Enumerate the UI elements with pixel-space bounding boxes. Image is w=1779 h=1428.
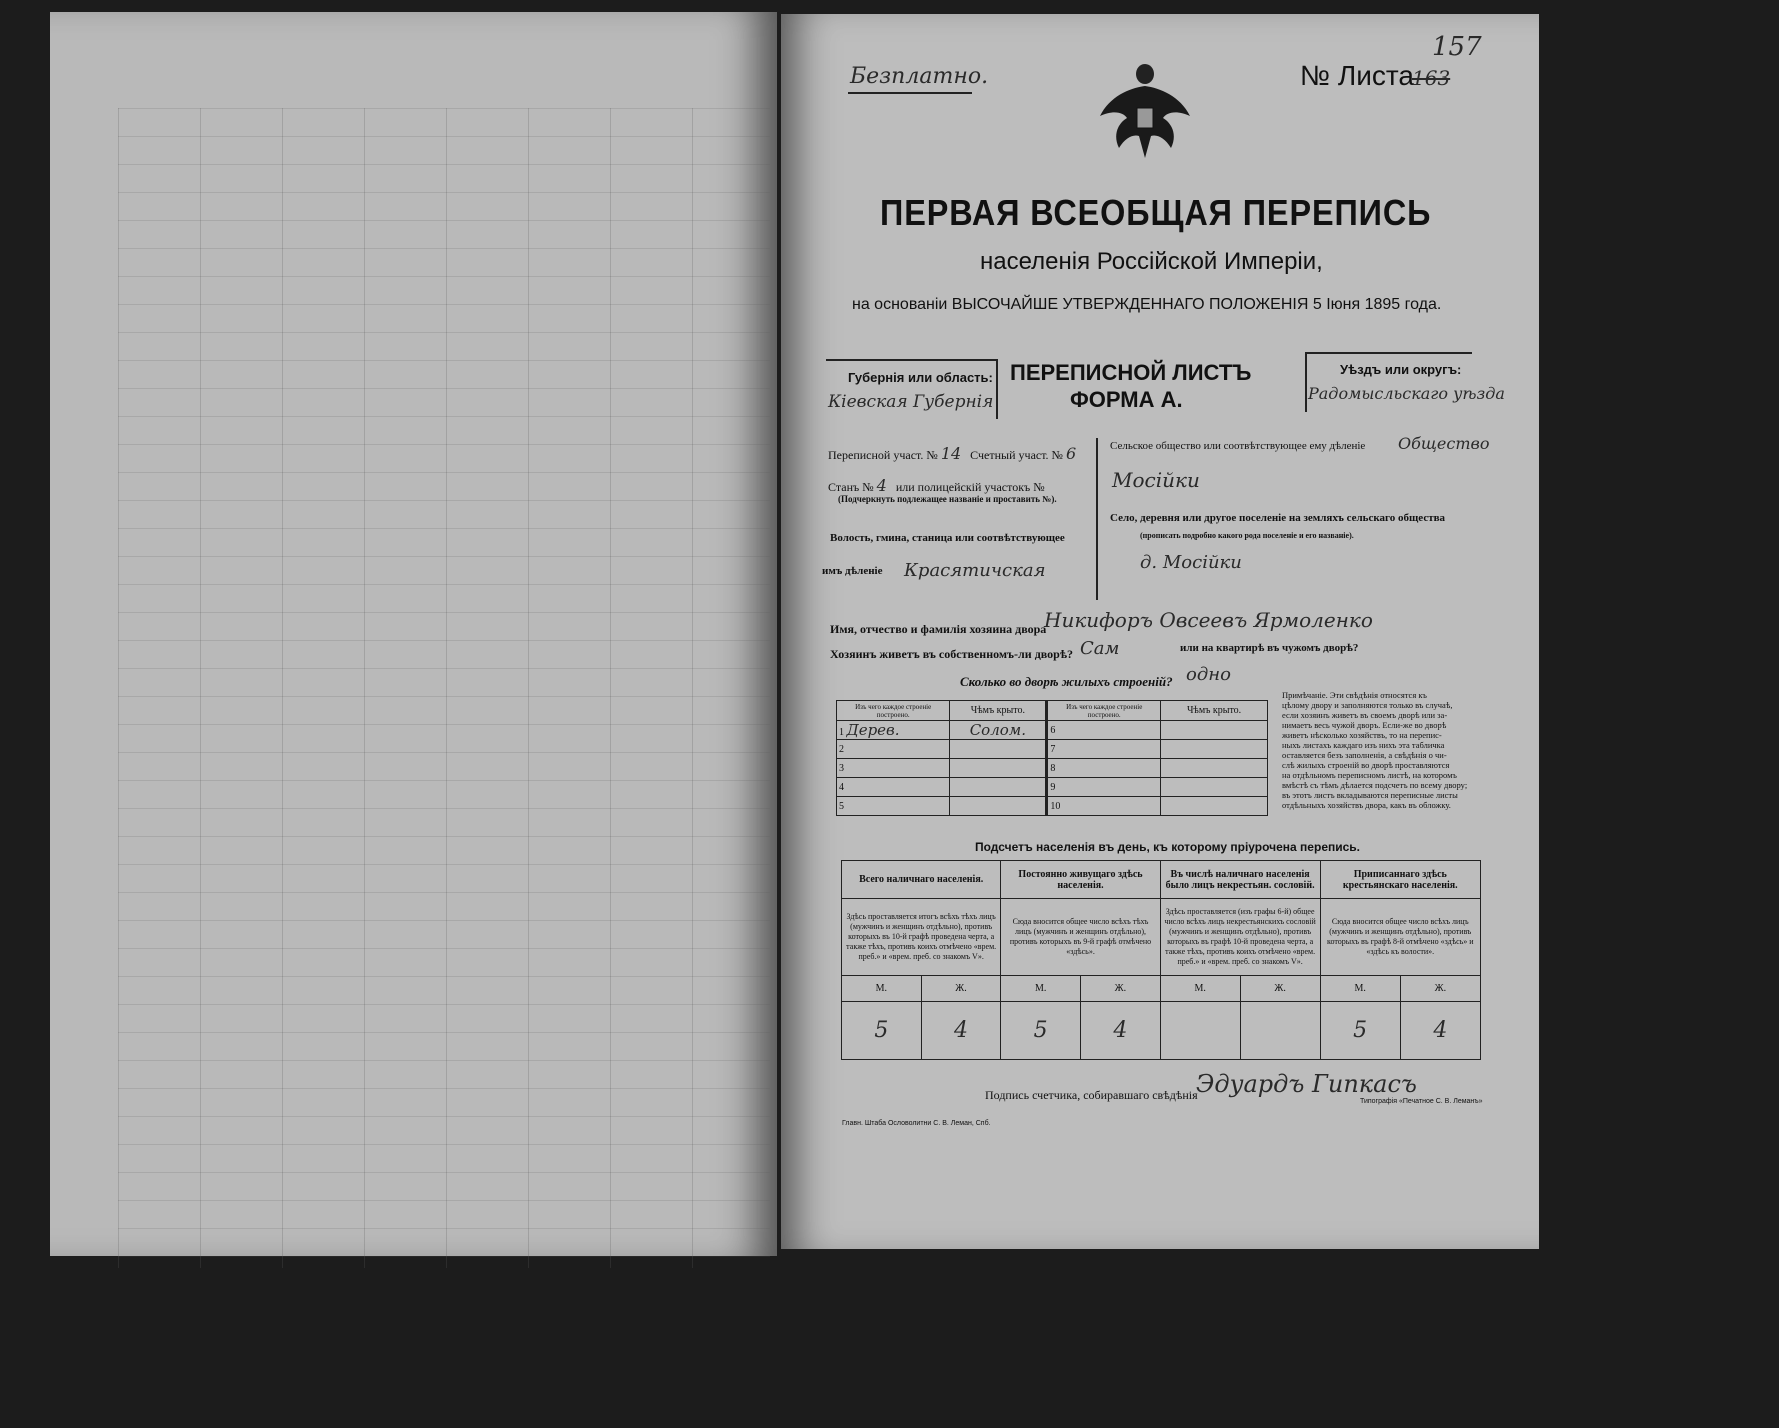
count-f-label: Ж. (1081, 975, 1161, 1001)
count-title: Подсчетъ населенія въ день, къ которому пріурочена перепись. (975, 840, 1360, 854)
count-m-label: М. (842, 975, 922, 1001)
remark-note: Примѣчаніе. Эти свѣдѣнія относятся къ цѣлому двору и заполняются только въ случаѣ, если хозяинъ живетъ въ своемъ дворѣ или за- нимаетъ весь чужой дворъ. Если-же во дворѣ живетъ нѣсколько хозяйствъ, то на перепис- ныхъ листахъ каждаго изъ нихъ эта табличка оставляется безъ заполненія, а свѣдѣнія о чи- слѣ жилыхъ строеній во дворѣ проставляются на отдѣльномъ переписномъ листѣ, на которомъ вмѣстѣ съ тѣмъ дѣлается подсчетъ по всему двору; въ этотъ листъ вкладываются переписные листы отдѣльныхъ хозяйствъ двора, какъ въ обложку. (1282, 690, 1468, 810)
table-row: 4 9 (837, 778, 1268, 797)
count-present-m: 5 (842, 1001, 922, 1059)
gubernia-value: Кіевская Губернія (828, 392, 994, 412)
buildings-col-material-2: Изъ чего каждое строеніе построено. (1047, 701, 1161, 721)
count-head-peasant: Приписаннаго здѣсь крестьянскаго населенія. (1320, 861, 1480, 899)
buildings-table (836, 700, 1268, 816)
society-value: Общество (1398, 434, 1490, 453)
count-head-permanent: Постоянно живущаго здѣсь населенія. (1001, 861, 1160, 899)
owner-lives-value: Сам (1080, 638, 1120, 659)
census-basis: на основаніи ВЫСОЧАЙШЕ УТВЕРЖДЕННАГО ПОЛОЖЕНІЯ 5 Іюня 1895 года. (852, 296, 1442, 313)
buildings-col-roof: Чѣмъ крыто. (950, 701, 1047, 721)
gubernia-label: Губернія или область: (848, 370, 993, 385)
volost-value: Красятичская (904, 560, 1046, 581)
left-page-grid (118, 108, 770, 1268)
table-row: 3 8 (837, 759, 1268, 778)
stan-note: (Подчеркнуть подлежащее названіе и проставить №). (838, 494, 1057, 504)
count-desc-present: Здѣсь проставляется итогъ всѣхъ тѣхъ лицъ (мужчинъ и женщинъ отдѣльно), противъ которыхъ въ 10-й графѣ проведена черта, а также тѣхъ, противъ коихъ отмѣчено «врем. преб.» и «врем. преб. со знакомъ V». (842, 899, 1001, 975)
count-table (841, 860, 1481, 1060)
stan-field: Станъ № 4 или полицейскій участокъ № (828, 476, 1045, 495)
society-label: Сельское общество или соотвѣтствующее ему дѣленіе (1110, 440, 1366, 452)
buildings-col-material: Изъ чего каждое строеніе построено. (837, 701, 950, 721)
uchast-field: Переписной участ. № 14 Счетный участ. № 6 (828, 444, 1077, 463)
count-f-label: Ж. (1400, 975, 1480, 1001)
fields-divider (1096, 438, 1098, 600)
owner-lives-label2: или на квартирѣ въ чужомъ дворѣ? (1180, 642, 1359, 654)
census-title: ПЕРВАЯ ВСЕОБЩАЯ ПЕРЕПИСЬ (880, 192, 1432, 233)
count-nonpeasant-f (1240, 1001, 1320, 1059)
count-head-nonpeasant: Въ числѣ наличнаго населенія было лицъ некрестьян. сословій. (1160, 861, 1320, 899)
free-label: Безплатно. (850, 64, 989, 89)
count-desc-permanent: Сюда вносится общее число всѣхъ тѣхъ лицъ (мужчинъ и женщинъ отдѣльно), противъ которыхъ въ 9-й графѣ отмѣчено «здѣсь». (1001, 899, 1160, 975)
uezd-value: Радомысльскаго уѣзда (1308, 384, 1505, 403)
stamp-number: 157 (1432, 32, 1482, 62)
count-nonpeasant-m (1160, 1001, 1240, 1059)
count-permanent-f: 4 (1081, 1001, 1161, 1059)
form-title: ФОРМА А. (1070, 387, 1183, 412)
count-f-label: Ж. (921, 975, 1001, 1001)
volost-label2: имъ дѣленіе (822, 565, 883, 577)
uezd-box (1305, 352, 1472, 412)
table-row: 2 7 (837, 740, 1268, 759)
signature-value: Эдуардъ Гипкасъ (1196, 1070, 1417, 1098)
sheet-label: № Листа (1300, 60, 1414, 91)
sheet-number: 163 (1412, 66, 1451, 90)
buildings-col-roof-2: Чѣмъ крыто. (1161, 701, 1268, 721)
uezd-label: Уѣздъ или округъ: (1340, 362, 1462, 377)
village-value: д. Мосійки (1140, 552, 1242, 573)
buildings-value: одно (1186, 664, 1231, 685)
count-m-label: М. (1320, 975, 1400, 1001)
count-peasant-m: 5 (1320, 1001, 1400, 1059)
society-value2: Мосійки (1112, 468, 1200, 492)
count-m-label: М. (1001, 975, 1081, 1001)
signature-label: Подпись счетчика, собиравшаго свѣдѣнія (985, 1088, 1198, 1102)
count-f-label: Ж. (1240, 975, 1320, 1001)
table-row: 5 10 (837, 797, 1268, 816)
village-note: (прописать подробно какого рода поселеніе и его названіе). (1140, 531, 1354, 540)
footer-right: Типографія «Печатное С. В. Леманъ» (1360, 1098, 1483, 1105)
count-desc-nonpeasant: Здѣсь проставляется (изъ графы 6-й) общее число всѣхъ лицъ некрестьянскихъ сословій (мужчинъ и женщинъ отдѣльно), противъ которыхъ въ графѣ 10-й проведена черта, а также тѣхъ, противъ коихъ отмѣчено «врем. преб.» и «врем. преб. со знакомъ V». (1160, 899, 1320, 975)
free-underline (848, 92, 972, 94)
sheet-title: ПЕРЕПИСНОЙ ЛИСТЪ (1010, 360, 1252, 385)
table-row: 1 Дерев. Солом. 6 (837, 721, 1268, 740)
count-head-present: Всего наличнаго населенія. (842, 861, 1001, 899)
footer-left: Главн. Штаба Ословолитни С. В. Леман, Спб. (842, 1120, 991, 1127)
count-peasant-f: 4 (1400, 1001, 1480, 1059)
owner-name-value: Никифоръ Овсеевъ Ярмоленко (1044, 608, 1373, 632)
owner-lives-label: Хозяинъ живетъ въ собственномъ-ли дворѣ? (830, 647, 1074, 661)
village-label: Село, деревня или другое поселеніе на земляхъ сельскаго общества (1110, 512, 1446, 524)
count-desc-peasant: Сюда вносится общее число всѣхъ лицъ (мужчинъ и женщинъ отдѣльно), противъ которыхъ въ графѣ 8-й отмѣчено «здѣсь» и «здѣсь къ волости». (1320, 899, 1480, 975)
census-subtitle: населенія Россійской Имперіи, (980, 248, 1323, 275)
buildings-label: Сколько во дворѣ жилыхъ строеній? (960, 674, 1173, 689)
count-m-label: М. (1160, 975, 1240, 1001)
owner-name-label: Имя, отчество и фамилія хозяина двора (830, 622, 1047, 636)
volost-label: Волость, гмина, станица или соотвѣтствующее (830, 532, 1065, 544)
count-present-f: 4 (921, 1001, 1001, 1059)
count-permanent-m: 5 (1001, 1001, 1081, 1059)
eagle-emblem-icon (1095, 58, 1195, 163)
